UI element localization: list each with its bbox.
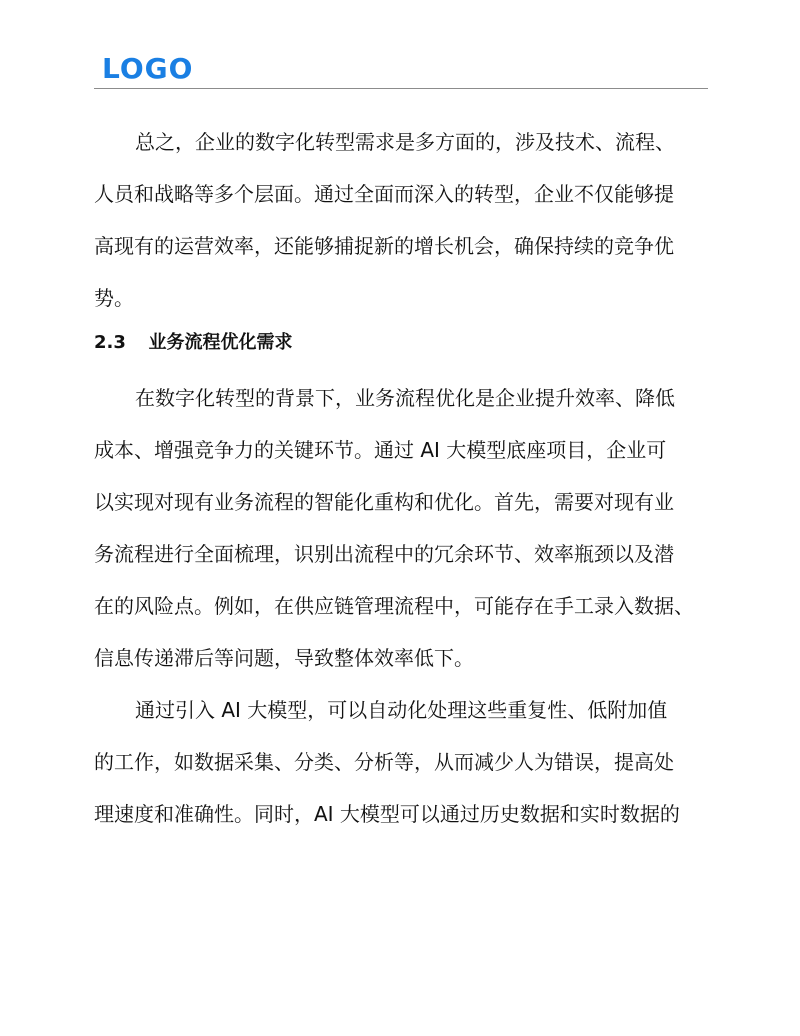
paragraph-line: 在数字化转型的背景下，业务流程优化是企业提升效率、降低 xyxy=(135,386,675,410)
paragraph-line: 理速度和准确性。同时，AI 大模型可以通过历史数据和实时数据的 xyxy=(94,802,680,826)
paragraph-summary xyxy=(94,116,714,324)
paragraph-line: 高现有的运营效率，还能够捕捉新的增长机会，确保持续的竞争优 xyxy=(94,234,674,258)
paragraph-line: 以实现对现有业务流程的智能化重构和优化。首先，需要对现有业 xyxy=(94,490,674,514)
paragraph-line: 在的风险点。例如，在供应链管理流程中，可能存在手工录入数据、 xyxy=(94,594,694,618)
section-heading xyxy=(94,328,714,358)
paragraph-line: 通过引入 AI 大模型，可以自动化处理这些重复性、低附加值 xyxy=(135,698,668,722)
paragraph-process-optimization xyxy=(94,372,714,684)
paragraph-line: 信息传递滞后等问题，导致整体效率低下。 xyxy=(94,646,474,670)
section-number: 2.3 xyxy=(94,332,126,353)
paragraph-line: 势。 xyxy=(94,286,134,310)
paragraph-ai-automation xyxy=(94,684,714,840)
company-logo: LOGO xyxy=(102,52,194,85)
paragraph-line: 成本、增强竞争力的关键环节。通过 AI 大模型底座项目，企业可 xyxy=(94,438,667,462)
section-title: 业务流程优化需求 xyxy=(148,332,293,353)
paragraph-line: 人员和战略等多个层面。通过全面而深入的转型，企业不仅能够提 xyxy=(94,182,674,206)
paragraph-line: 总之，企业的数字化转型需求是多方面的，涉及技术、流程、 xyxy=(135,130,675,154)
document-body xyxy=(94,116,714,840)
paragraph-line: 务流程进行全面梳理，识别出流程中的冗余环节、效率瓶颈以及潜 xyxy=(94,542,674,566)
paragraph-line: 的工作，如数据采集、分类、分析等，从而减少人为错误，提高处 xyxy=(94,750,674,774)
page-header xyxy=(94,50,708,89)
